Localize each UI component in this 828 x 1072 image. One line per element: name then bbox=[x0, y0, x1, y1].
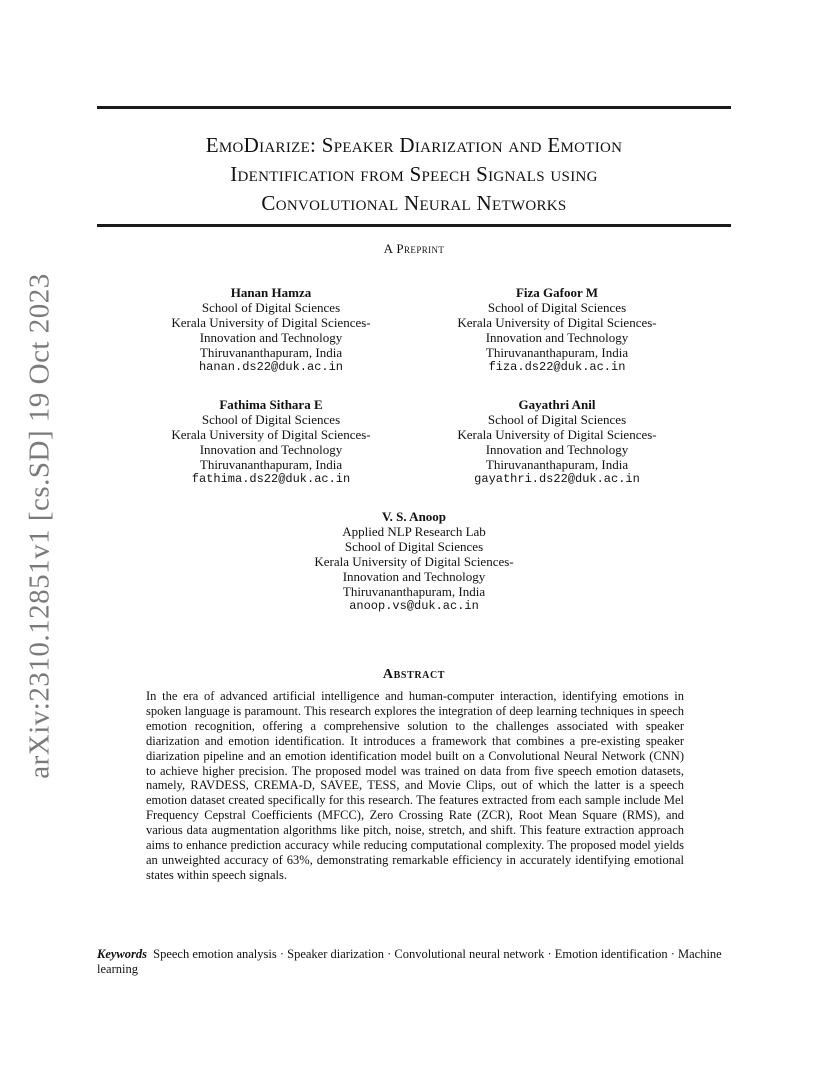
author-affiliation-line: Kerala University of Digital Sciences- bbox=[171, 315, 371, 330]
author-name: Hanan Hamza bbox=[230, 285, 312, 300]
author-email: anoop.vs@duk.ac.in bbox=[349, 599, 479, 613]
author-affiliation-line: Thiruvananthapuram, India bbox=[199, 457, 343, 472]
author-affiliation-line: Thiruvananthapuram, India bbox=[342, 584, 486, 599]
author-affiliation-line: Kerala University of Digital Sciences- bbox=[457, 315, 657, 330]
author-affiliation-line: Thiruvananthapuram, India bbox=[485, 457, 629, 472]
author-affiliation-line: Kerala University of Digital Sciences- bbox=[171, 427, 371, 442]
author-name: Fathima Sithara E bbox=[219, 397, 323, 412]
author-affiliation-line: School of Digital Sciences bbox=[201, 300, 341, 315]
title-rule-bottom bbox=[97, 224, 731, 227]
author-email: fathima.ds22@duk.ac.in bbox=[191, 472, 351, 486]
author-affiliation-line: School of Digital Sciences bbox=[201, 412, 341, 427]
author-block bbox=[151, 285, 391, 375]
author-affiliation-line: Kerala University of Digital Sciences- bbox=[457, 427, 657, 442]
author-affiliation-line: Innovation and Technology bbox=[485, 442, 629, 457]
keywords-section bbox=[97, 947, 731, 977]
author-affiliation-line: School of Digital Sciences bbox=[487, 300, 627, 315]
keywords-text: Speech emotion analysis · Speaker diarization · Convolutional neural network · Emotion identification · Machine learning bbox=[97, 947, 722, 976]
author-email: fiza.ds22@duk.ac.in bbox=[488, 360, 626, 374]
title-rule-top bbox=[97, 106, 731, 109]
author-name: Gayathri Anil bbox=[518, 397, 596, 412]
title-line-1: EmoDiarize: Speaker Diarization and Emotion bbox=[205, 133, 623, 157]
author-affiliation-line: Innovation and Technology bbox=[199, 330, 343, 345]
author-block bbox=[151, 397, 391, 487]
author-affiliation-line: School of Digital Sciences bbox=[487, 412, 627, 427]
author-block bbox=[437, 285, 677, 375]
author-affiliation-line: Innovation and Technology bbox=[342, 569, 486, 584]
keywords-label: Keywords bbox=[97, 947, 147, 961]
title-line-2: Identification from Speech Signals using bbox=[230, 162, 598, 186]
preprint-label: A Preprint bbox=[383, 241, 445, 256]
author-affiliation-line: Applied NLP Research Lab bbox=[342, 524, 486, 539]
arxiv-identifier-stamp: arXiv:2310.12851v1 [cs.SD] 19 Oct 2023 bbox=[23, 273, 56, 779]
author-affiliation-line: Innovation and Technology bbox=[485, 330, 629, 345]
author-name: Fiza Gafoor M bbox=[515, 285, 599, 300]
author-affiliation-line: Thiruvananthapuram, India bbox=[199, 345, 343, 360]
abstract-heading: Abstract bbox=[382, 667, 446, 682]
author-affiliation-line: School of Digital Sciences bbox=[344, 539, 484, 554]
author-affiliation-line: Kerala University of Digital Sciences- bbox=[314, 554, 514, 569]
author-email: gayathri.ds22@duk.ac.in bbox=[474, 472, 640, 486]
title-line-3: Convolutional Neural Networks bbox=[261, 191, 567, 215]
author-email: hanan.ds22@duk.ac.in bbox=[198, 360, 344, 374]
author-affiliation-line: Thiruvananthapuram, India bbox=[485, 345, 629, 360]
author-block bbox=[294, 509, 534, 614]
author-affiliation-line: Innovation and Technology bbox=[199, 442, 343, 457]
abstract-body: In the era of advanced artificial intelligence and human-computer interaction, identifying emotions in spoken language is paramount. This research explores the integration of deep learning techniques in speech emotion recognition, offering a comprehensive solution to the challenges associated with speaker diarization and emotion identification. It introduces a framework that combines a pre-existing speaker diarization pipeline and an emotion identification model built on a Convolutional Neural Network (CNN) to achieve higher precision. The proposed model was trained on data from five speech emotion datasets, namely, RAVDESS, CREMA-D, SAVEE, TESS, and Movie Clips, out of which the latter is a speech emotion dataset created specifically for this research. The features extracted from each sample include Mel Frequency Cepstral Coefficients (MFCC), Zero Crossing Rate (ZCR), Root Mean Square (RMS), and various data augmentation algorithms like pitch, noise, stretch, and shift. This feature extraction approach aims to enhance prediction accuracy while reducing computational complexity. The proposed model yields an unweighted accuracy of 63%, demonstrating remarkable efficiency in accurately identifying emotional states within speech signals. bbox=[146, 689, 684, 882]
author-block bbox=[437, 397, 677, 487]
paper-title bbox=[97, 131, 731, 218]
author-name: V. S. Anoop bbox=[381, 509, 447, 524]
